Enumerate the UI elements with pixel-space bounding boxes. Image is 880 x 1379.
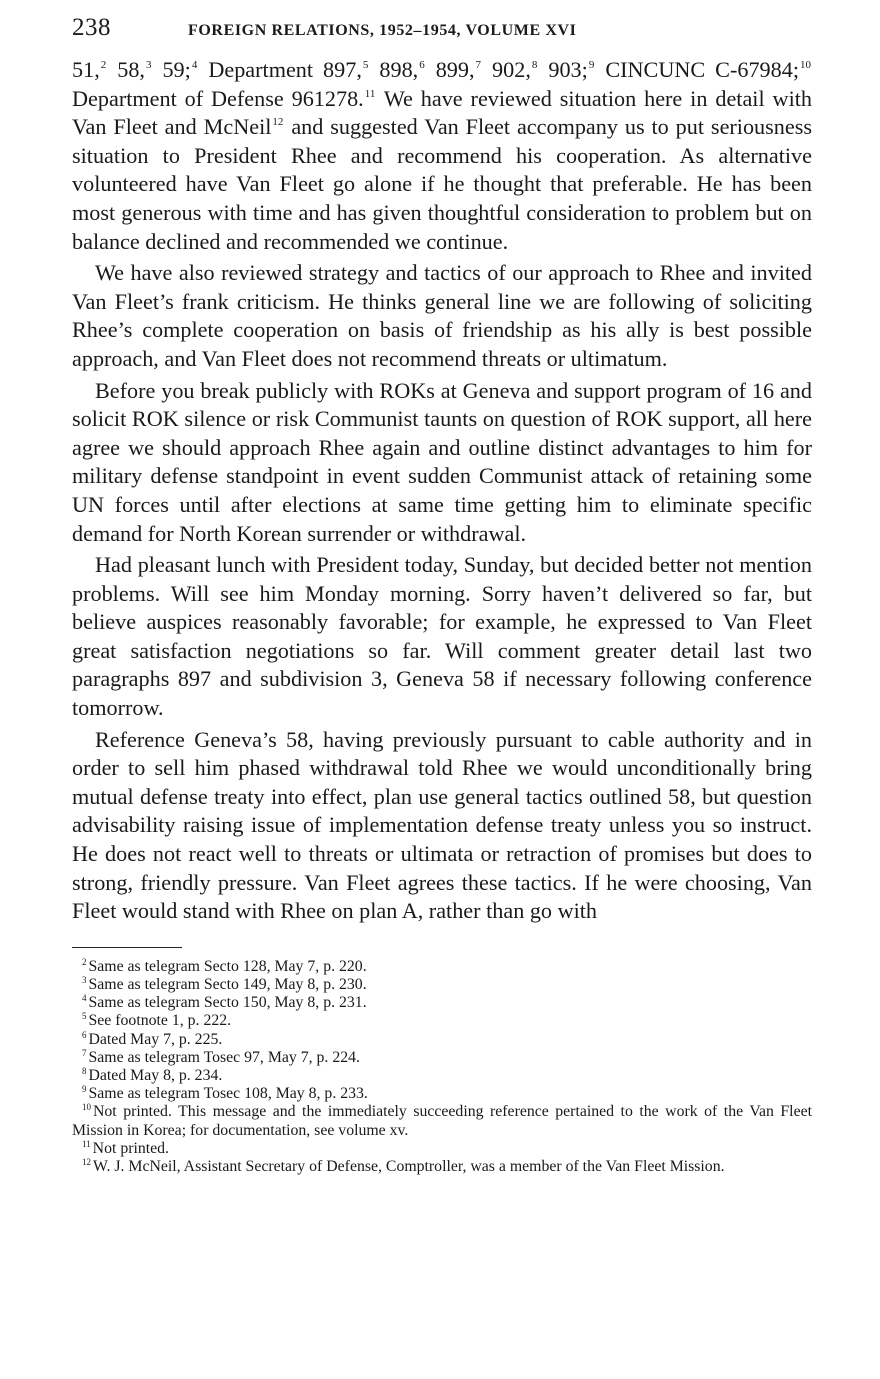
footnote-text: Same as telegram Secto 128, May 7, p. 220. (88, 957, 367, 975)
text-run: 51, (72, 57, 100, 82)
footnote-number: 5 (82, 1011, 87, 1022)
text-run: 59; (152, 57, 191, 82)
footnote-ref: 12 (272, 116, 284, 129)
text-run: Department 897, (198, 57, 362, 82)
footnote-ref: 8 (531, 59, 538, 71)
footnote-ref: 4 (191, 59, 198, 71)
footnote-text: Dated May 8, p. 234. (88, 1067, 223, 1085)
paragraph-5: Reference Geneva’s 58, having previously pursuant to cable authority and in order to sell him phased withdrawal told Rhee we would unconditionally bring mutual defense treaty into effect, plan use general tactics outlined 58, but question advisability raising issue of implementation defense treaty unless you so instruct. He does not react well to threats or ultimata or retraction of promises but does to strong, friendly pressure. Van Fleet agrees these tactics. If he were choosing, Van Fleet would stand with Rhee on plan A, rather than go with (72, 726, 812, 924)
footnote-ref: 11 (364, 87, 376, 100)
footnote (72, 1085, 812, 1103)
footnote (72, 1067, 812, 1085)
text-run: and suggested Van Fleet accompany us to put seriousness situation to President Rhee and recommend his cooperation. As alternative volunteered have Van Fleet go alone if he thought that preferable. He has been most generous with time and has given thoughtful consideration to problem but on balance declined and recommended we continue. (72, 114, 812, 254)
text-run: Department of Defense 961278. (72, 85, 364, 111)
footnote-ref: 7 (475, 59, 482, 71)
footnote-number: 6 (82, 1029, 87, 1040)
footnote (72, 1158, 812, 1176)
footnote-text: See footnote 1, p. 222. (88, 1012, 232, 1030)
footnote (72, 958, 812, 976)
page-number: 238 (72, 14, 111, 41)
footnote-number: 2 (82, 956, 87, 967)
text-run: We have reviewed situation here in detail with Van Fleet and McNeil (72, 85, 812, 140)
footnote-ref: 10 (800, 59, 812, 71)
text-run: 58, (107, 57, 145, 82)
footnote-ref: 3 (145, 59, 152, 71)
footnote-text: Same as telegram Secto 150, May 8, p. 231. (88, 994, 367, 1012)
paragraph-2: We have also reviewed strategy and tactics of our approach to Rhee and invited Van Fleet’s frank criticism. He thinks general line we are following of soliciting Rhee’s complete cooperation on basis of friendship as his ally is best possible approach, and Van Fleet does not recommend threats or ultimatum. (72, 260, 812, 371)
footnote-number: 8 (82, 1066, 87, 1077)
text-run: 902, (482, 57, 531, 82)
footnotes (72, 958, 812, 1176)
footnote-text: Same as telegram Secto 149, May 8, p. 230. (88, 976, 367, 994)
footnote-text: W. J. McNeil, Assistant Secretary of Defense, Comptroller, was a member of the Van Fleet Mission. (93, 1158, 725, 1176)
footnote-number: 7 (82, 1047, 87, 1058)
footnote-number: 3 (82, 975, 87, 986)
running-title: FOREIGN RELATIONS, 1952–1954, VOLUME XVI (188, 22, 577, 39)
footnote (72, 1049, 812, 1067)
text-run: 899, (425, 57, 475, 82)
footnote-text: Same as telegram Tosec 97, May 7, p. 224. (88, 1048, 360, 1066)
paragraph-1 (72, 56, 812, 256)
running-header (72, 14, 812, 48)
paragraph-3: Before you break publicly with ROKs at Geneva and support program of 16 and solicit ROK silence or risk Communist taunts on question of ROK support, all here agree we should approach Rhee again and outline distinct advantages to him for military defense standpoint in event sudden Communist attack of retaining some UN forces until after elections at same time getting him to eliminate specific demand for North Korean surrender or withdrawal. (72, 377, 812, 546)
footnote-ref: 5 (362, 59, 369, 71)
footnote-number: 11 (82, 1138, 91, 1149)
footnote-text: Not printed. This message and the immediately succeeding reference pertained to the work of the Van Fleet Mission in Korea; for documentation, see volume xv. (72, 1103, 812, 1139)
text-run: 903; (538, 57, 588, 82)
footnote (72, 1140, 812, 1158)
footnote-number: 10 (82, 1102, 91, 1113)
footnote-number: 4 (82, 993, 87, 1004)
text-run: CINCUNC C‑67984; (595, 57, 800, 82)
footnote-text: Not printed. (92, 1139, 170, 1157)
footnote (72, 1103, 812, 1139)
footnote-text: Dated May 7, p. 225. (88, 1030, 223, 1048)
footnote-ref: 2 (100, 59, 107, 71)
footnote (72, 976, 812, 994)
footnote (72, 1012, 812, 1030)
footnote-ref: 9 (588, 59, 595, 71)
footnote (72, 994, 812, 1012)
body-text (72, 56, 812, 926)
text-run: 898, (369, 57, 419, 82)
footnote-text: Same as telegram Tosec 108, May 8, p. 233. (88, 1085, 368, 1103)
footnote-number: 9 (82, 1084, 87, 1095)
document-page (72, 14, 812, 1176)
paragraph-4: Had pleasant lunch with President today, Sunday, but decided better not mention problems. Will see him Monday morning. Sorry haven’t delivered so far, but believe auspices reasonably favorable; for example, he expressed to Van Fleet great satisfaction negotiations so far. Will comment greater detail last two paragraphs 897 and subdivision 3, Geneva 58 if necessary following conference tomorrow. (72, 552, 812, 721)
footnote-divider (72, 947, 182, 948)
footnote (72, 1031, 812, 1049)
footnote-number: 12 (82, 1157, 91, 1168)
footnote-ref: 6 (419, 59, 425, 71)
